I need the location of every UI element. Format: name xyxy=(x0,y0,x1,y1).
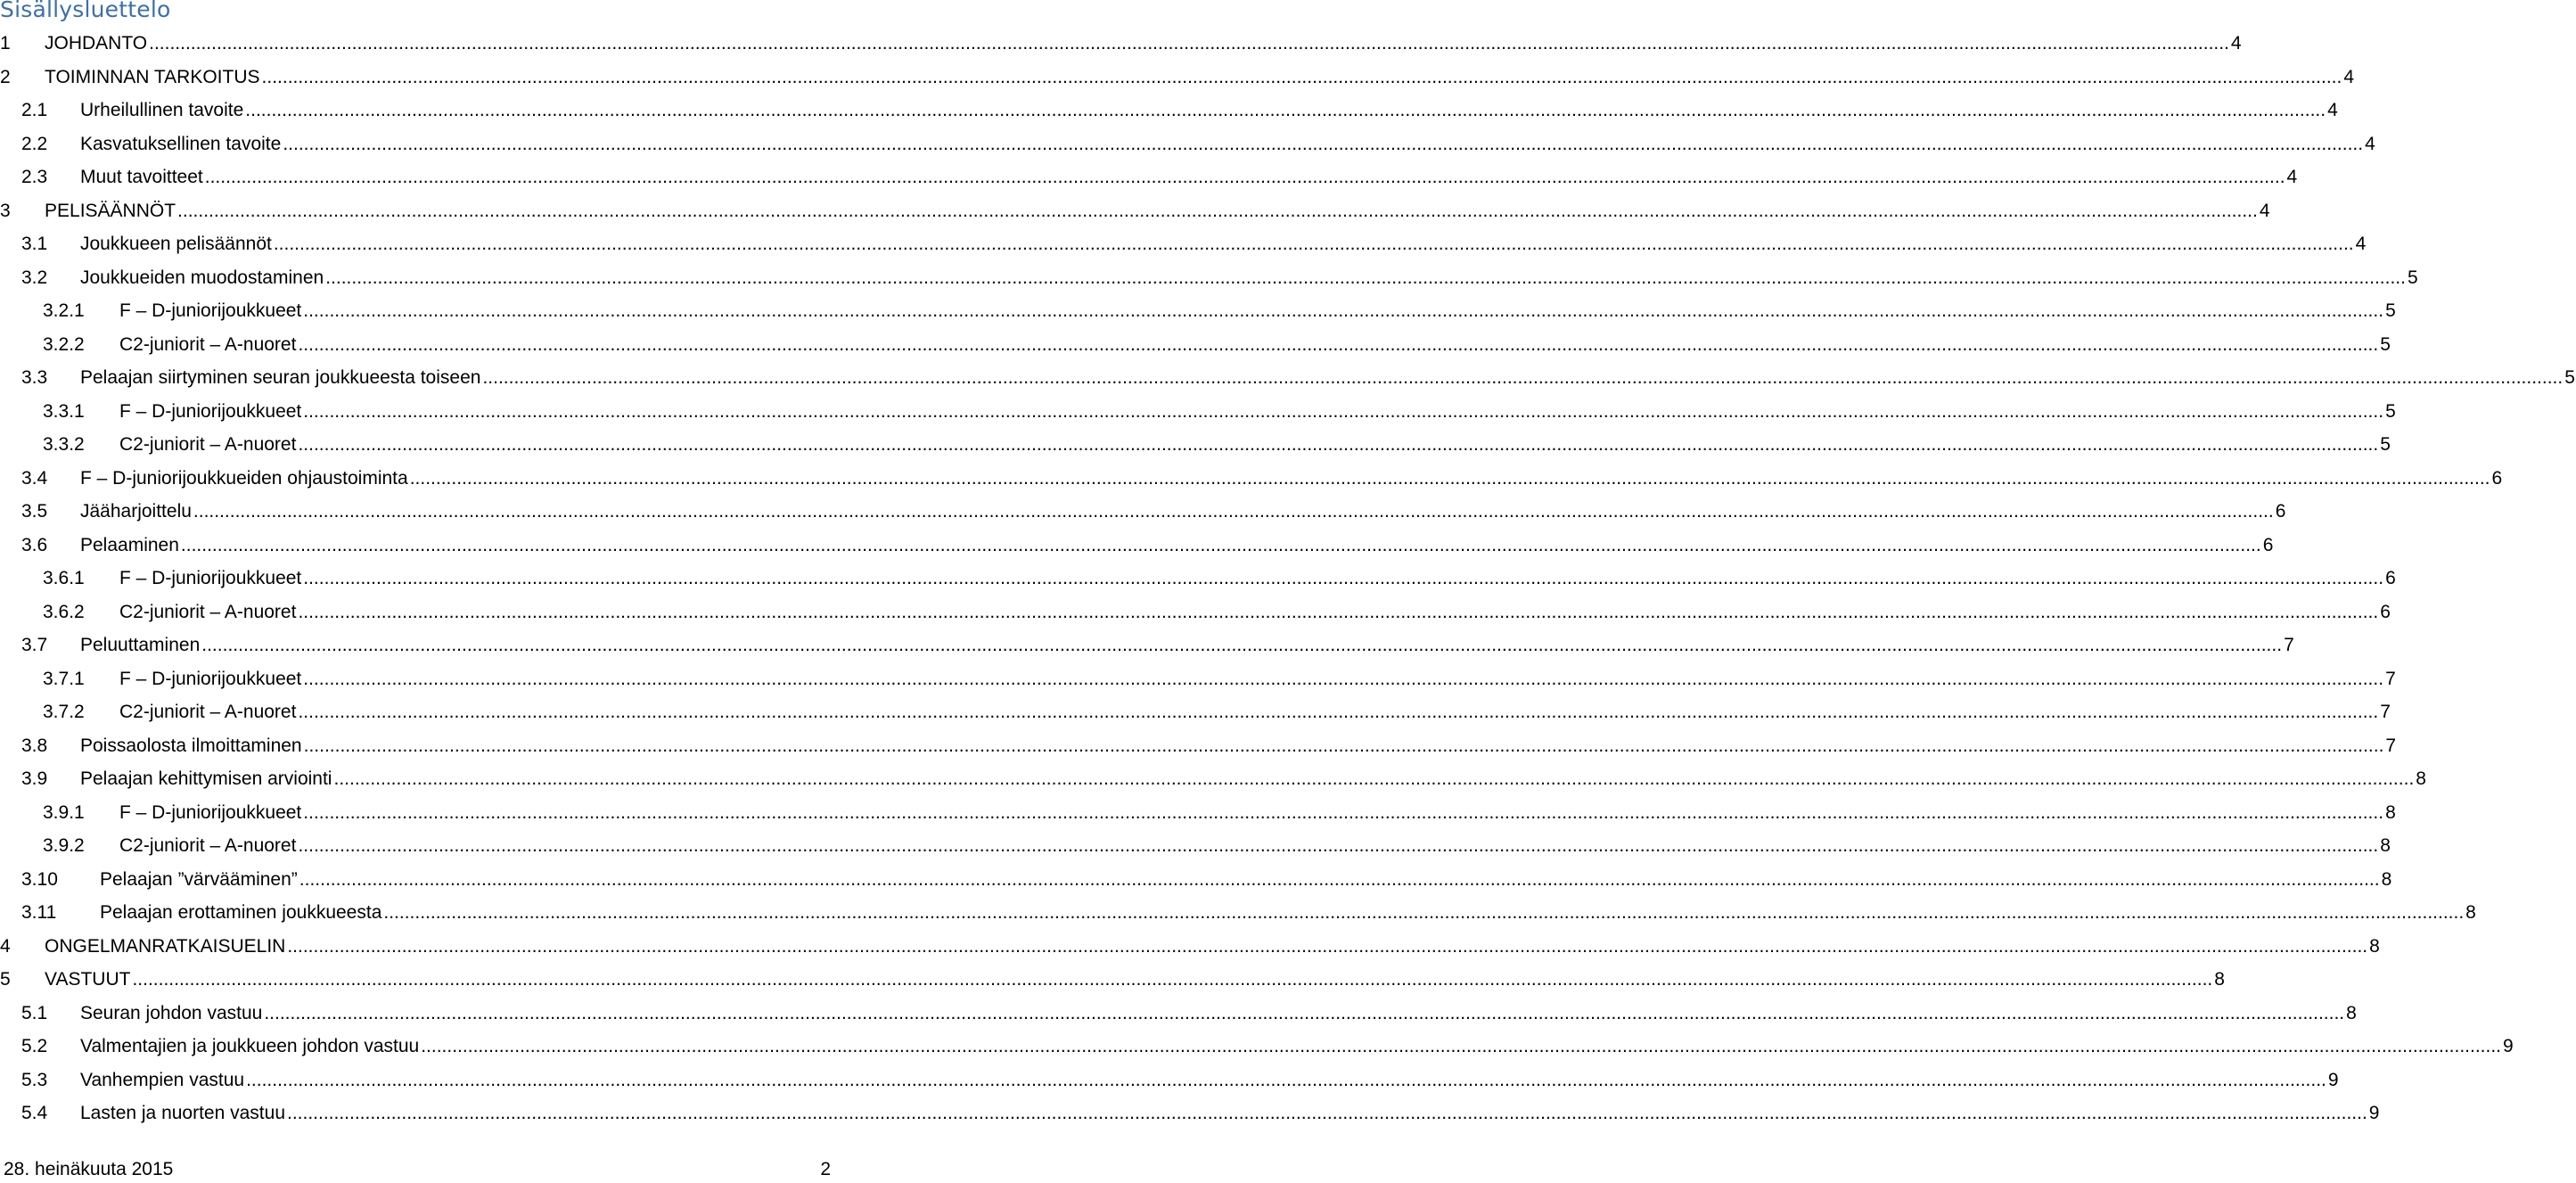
toc-entry-page: 9 xyxy=(2327,1069,2339,1090)
toc-entry-title: VASTUUT xyxy=(45,969,131,990)
toc-entry-title: Urheilullinen tavoite xyxy=(80,100,244,120)
toc-entry-title: Poissaolosta ilmoittaminen xyxy=(80,735,302,756)
toc-entry[interactable] xyxy=(0,1030,2514,1064)
toc-entry-page: 8 xyxy=(2416,768,2426,789)
toc-entry[interactable] xyxy=(0,762,2426,796)
toc-entry-title: Jääharjoittelu xyxy=(80,501,192,522)
dot-leader: ................................................................................................................................................................................................................................................................................................................................................................................................................ xyxy=(193,501,2274,522)
toc-entry[interactable] xyxy=(0,596,2391,629)
toc-entry-page: 4 xyxy=(2365,133,2375,154)
toc-entry[interactable] xyxy=(0,997,2357,1031)
toc-entry-number: 3.5 xyxy=(21,501,48,522)
dot-leader: ................................................................................................................................................................................................................................................................................................................................................................................................................ xyxy=(298,333,2379,355)
toc-entry-title: Peluuttaminen xyxy=(80,635,201,655)
toc-entry-page: 7 xyxy=(2385,735,2397,756)
dot-leader: ................................................................................................................................................................................................................................................................................................................................................................................................................ xyxy=(264,1002,2345,1023)
toc-entry[interactable] xyxy=(0,662,2396,696)
dot-leader: ................................................................................................................................................................................................................................................................................................................................................................................................................ xyxy=(204,167,2285,187)
toc-entry-title: Kasvatuksellinen tavoite xyxy=(80,133,282,154)
dot-leader: ................................................................................................................................................................................................................................................................................................................................................................................................................ xyxy=(303,568,2384,588)
toc-entry-page: 4 xyxy=(2286,167,2298,187)
toc-entry[interactable] xyxy=(0,127,2375,161)
dot-leader: ................................................................................................................................................................................................................................................................................................................................................................................................................ xyxy=(325,267,2406,288)
toc-entry-number: 5.3 xyxy=(21,1069,48,1090)
toc-entry[interactable] xyxy=(0,896,2476,930)
dot-leader: ................................................................................................................................................................................................................................................................................................................................................................................................................ xyxy=(261,66,2342,87)
toc-entry[interactable] xyxy=(0,1097,2380,1130)
toc-entry-number: 3.4 xyxy=(21,467,48,489)
toc-entry-title: ONGELMANRATKAISUELIN xyxy=(45,935,286,957)
toc-entry-title: C2-juniorit – A-nuoret xyxy=(119,434,297,455)
dot-leader: ................................................................................................................................................................................................................................................................................................................................................................................................................ xyxy=(177,200,2258,221)
toc-entry-number: 3.6.2 xyxy=(43,601,85,622)
toc-entry-page: 5 xyxy=(2407,267,2418,288)
toc-entry-number: 5.2 xyxy=(21,1036,48,1056)
toc-entry-title: Muut tavoitteet xyxy=(80,167,203,187)
toc-entry-page: 7 xyxy=(2385,668,2396,689)
toc-entry-page: 4 xyxy=(2343,66,2355,87)
toc-entry-title: TOIMINNAN TARKOITUS xyxy=(45,66,260,87)
dot-leader: ................................................................................................................................................................................................................................................................................................................................................................................................................ xyxy=(303,801,2384,823)
toc-entry-title: Pelaaminen xyxy=(80,534,179,555)
toc-entry-number: 4 xyxy=(0,935,11,957)
dot-leader: ................................................................................................................................................................................................................................................................................................................................................................................................................ xyxy=(273,234,2354,254)
toc-entry[interactable] xyxy=(0,729,2397,763)
dot-leader: ................................................................................................................................................................................................................................................................................................................................................................................................................ xyxy=(303,668,2384,689)
toc-entry[interactable] xyxy=(0,160,2298,194)
toc-entry-number: 3.7.2 xyxy=(43,702,85,722)
toc-entry-title: F – D-juniorijoukkueet xyxy=(119,300,302,321)
toc-entry-number: 2.2 xyxy=(21,133,48,154)
toc-entry-number: 3.6 xyxy=(21,534,48,555)
toc-entry-title: F – D-juniorijoukkueet xyxy=(119,568,302,588)
toc-entry[interactable] xyxy=(0,227,2367,261)
toc-entry-number: 3.10 xyxy=(21,868,58,890)
dot-leader: ................................................................................................................................................................................................................................................................................................................................................................................................................ xyxy=(298,601,2379,622)
dot-leader: ................................................................................................................................................................................................................................................................................................................................................................................................................ xyxy=(245,100,2326,120)
toc-entry-page: 8 xyxy=(2369,935,2380,957)
dot-leader: ................................................................................................................................................................................................................................................................................................................................................................................................................ xyxy=(149,33,2229,53)
footer-page-number: 2 xyxy=(820,1159,831,1179)
toc-entry-page: 5 xyxy=(2564,367,2575,388)
dot-leader: ................................................................................................................................................................................................................................................................................................................................................................................................................ xyxy=(383,902,2465,923)
toc-entry-number: 3.2 xyxy=(21,267,48,288)
toc-entry[interactable] xyxy=(0,628,2294,662)
toc-entry-page: 6 xyxy=(2491,467,2503,489)
toc-entry-title: C2-juniorit – A-nuoret xyxy=(119,702,297,722)
toc-entry-page: 5 xyxy=(2380,333,2391,355)
toc-entry-title: Seuran johdon vastuu xyxy=(80,1002,263,1023)
toc-entry-title: C2-juniorit – A-nuoret xyxy=(119,835,297,856)
toc-entry-number: 3.3.1 xyxy=(43,400,85,422)
footer-date: 28. heinäkuuta 2015 xyxy=(4,1159,174,1179)
dot-leader: ................................................................................................................................................................................................................................................................................................................................................................................................................ xyxy=(482,367,2564,388)
page-footer xyxy=(0,1156,856,1183)
dot-leader: ................................................................................................................................................................................................................................................................................................................................................................................................................ xyxy=(201,635,2283,655)
toc-entry-number: 3.6.1 xyxy=(43,568,85,588)
dot-leader: ................................................................................................................................................................................................................................................................................................................................................................................................................ xyxy=(283,133,2364,154)
toc-entry-page: 8 xyxy=(2465,902,2476,923)
toc-entry[interactable] xyxy=(0,529,2274,563)
toc-entry-number: 3.9.2 xyxy=(43,835,85,856)
dot-leader: ................................................................................................................................................................................................................................................................................................................................................................................................................ xyxy=(303,400,2384,422)
toc-entry[interactable] xyxy=(0,395,2396,429)
toc-entry-number: 3.9.1 xyxy=(43,801,85,823)
toc-entry[interactable] xyxy=(0,930,2380,964)
toc-entry-title: C2-juniorit – A-nuoret xyxy=(119,601,297,622)
dot-leader: ................................................................................................................................................................................................................................................................................................................................................................................................................ xyxy=(421,1036,2502,1056)
toc-entry-page: 4 xyxy=(2355,234,2367,254)
toc-entry-title: C2-juniorit – A-nuoret xyxy=(119,333,297,355)
toc-entry[interactable] xyxy=(0,829,2391,863)
toc-entry-number: 2.1 xyxy=(21,100,48,120)
toc-entry[interactable] xyxy=(0,94,2338,127)
dot-leader: ................................................................................................................................................................................................................................................................................................................................................................................................................ xyxy=(298,835,2379,856)
toc-entry-number: 3.3 xyxy=(21,367,48,388)
toc-entry-page: 7 xyxy=(2284,635,2294,655)
toc-entry-page: 6 xyxy=(2275,501,2286,522)
toc-entry-number: 3.8 xyxy=(21,735,48,756)
toc-entry-page: 8 xyxy=(2385,801,2396,823)
toc-entry-title: F – D-juniorijoukkueet xyxy=(119,801,302,823)
toc-entry-page: 8 xyxy=(2346,1002,2357,1023)
toc-entry-title: Pelaajan siirtyminen seuran joukkueesta toiseen xyxy=(80,367,481,388)
dot-leader: ................................................................................................................................................................................................................................................................................................................................................................................................................ xyxy=(409,467,2490,489)
toc-entry[interactable] xyxy=(0,194,2270,228)
dot-leader: ................................................................................................................................................................................................................................................................................................................................................................................................................ xyxy=(333,768,2415,789)
toc-entry-title: Vanhempien vastuu xyxy=(80,1069,245,1090)
dot-leader: ................................................................................................................................................................................................................................................................................................................................................................................................................ xyxy=(287,935,2368,957)
toc-entry-number: 2 xyxy=(0,66,11,87)
toc-entry-title: PELISÄÄNNÖT xyxy=(45,200,176,221)
toc-entry[interactable] xyxy=(0,27,2242,61)
toc-entry[interactable] xyxy=(0,61,2355,94)
toc-entry-page: 9 xyxy=(2368,1103,2380,1123)
toc-entry[interactable] xyxy=(0,361,2575,395)
toc-entry-page: 4 xyxy=(2327,100,2338,120)
dot-leader: ................................................................................................................................................................................................................................................................................................................................................................................................................ xyxy=(303,735,2384,756)
toc-entry[interactable] xyxy=(0,695,2391,729)
table-of-contents xyxy=(0,27,2575,1130)
toc-entry-number: 3.7 xyxy=(21,635,48,655)
toc-entry-number: 3.2.2 xyxy=(43,333,85,355)
toc-entry[interactable] xyxy=(0,462,2503,496)
toc-entry[interactable] xyxy=(0,495,2286,529)
toc-entry-page: 6 xyxy=(2380,601,2391,622)
toc-entry-title: Pelaajan kehittymisen arviointi xyxy=(80,768,332,789)
dot-leader: ................................................................................................................................................................................................................................................................................................................................................................................................................ xyxy=(132,969,2213,990)
toc-entry-number: 3.1 xyxy=(21,234,48,254)
toc-entry-title: Valmentajien ja joukkueen johdon vastuu xyxy=(80,1036,420,1056)
toc-entry[interactable] xyxy=(0,328,2391,362)
toc-entry-page: 8 xyxy=(2381,868,2392,890)
toc-entry[interactable] xyxy=(0,428,2391,462)
toc-entry-number: 5.4 xyxy=(21,1103,48,1123)
toc-entry[interactable] xyxy=(0,562,2396,596)
dot-leader: ................................................................................................................................................................................................................................................................................................................................................................................................................ xyxy=(287,1103,2367,1123)
toc-entry-page: 7 xyxy=(2380,702,2391,722)
toc-entry-page: 8 xyxy=(2214,969,2225,990)
dot-leader: ................................................................................................................................................................................................................................................................................................................................................................................................................ xyxy=(180,534,2261,555)
toc-entry-title: Joukkueen pelisäännöt xyxy=(80,234,272,254)
toc-entry-number: 1 xyxy=(0,33,11,53)
toc-entry[interactable] xyxy=(0,294,2396,328)
toc-entry[interactable] xyxy=(0,963,2225,997)
toc-entry-page: 5 xyxy=(2380,434,2391,455)
toc-entry-number: 5.1 xyxy=(21,1002,48,1023)
toc-entry-page: 8 xyxy=(2380,835,2391,856)
toc-entry-number: 3.2.1 xyxy=(43,300,85,321)
toc-entry-page: 4 xyxy=(2230,33,2242,53)
dot-leader: ................................................................................................................................................................................................................................................................................................................................................................................................................ xyxy=(298,434,2379,455)
toc-entry-page: 5 xyxy=(2385,400,2396,422)
toc-entry-page: 5 xyxy=(2385,300,2396,321)
toc-entry-page: 6 xyxy=(2262,534,2274,555)
toc-entry-number: 3.9 xyxy=(21,768,48,789)
toc-entry[interactable] xyxy=(0,261,2418,295)
toc-entry[interactable] xyxy=(0,796,2396,830)
toc-entry-number: 3 xyxy=(0,200,11,221)
toc-entry-title: F – D-juniorijoukkueiden ohjaustoiminta xyxy=(80,467,408,489)
toc-entry-number: 3.3.2 xyxy=(43,434,85,455)
toc-entry-number: 3.11 xyxy=(21,902,57,923)
page-title: Sisällysluettelo xyxy=(0,0,171,22)
toc-entry[interactable] xyxy=(0,863,2392,897)
toc-entry-title: Joukkueiden muodostaminen xyxy=(80,267,324,288)
toc-entry[interactable] xyxy=(0,1064,2339,1097)
toc-entry-title: JOHDANTO xyxy=(45,33,148,53)
toc-entry-number: 5 xyxy=(0,969,11,990)
dot-leader: ................................................................................................................................................................................................................................................................................................................................................................................................................ xyxy=(298,702,2379,722)
toc-entry-title: Lasten ja nuorten vastuu xyxy=(80,1103,285,1123)
toc-entry-page: 6 xyxy=(2385,568,2396,588)
dot-leader: ................................................................................................................................................................................................................................................................................................................................................................................................................ xyxy=(299,868,2380,890)
toc-entry-number: 2.3 xyxy=(21,167,48,187)
dot-leader: ................................................................................................................................................................................................................................................................................................................................................................................................................ xyxy=(246,1069,2326,1090)
toc-entry-title: F – D-juniorijoukkueet xyxy=(119,400,302,422)
toc-entry-page: 9 xyxy=(2503,1036,2514,1056)
toc-entry-number: 3.7.1 xyxy=(43,668,85,689)
toc-entry-title: Pelaajan ”värvääminen” xyxy=(100,868,298,890)
toc-entry-title: Pelaajan erottaminen joukkueesta xyxy=(100,902,382,923)
dot-leader: ................................................................................................................................................................................................................................................................................................................................................................................................................ xyxy=(303,300,2384,321)
toc-entry-page: 4 xyxy=(2259,200,2270,221)
toc-entry-title: F – D-juniorijoukkueet xyxy=(119,668,302,689)
